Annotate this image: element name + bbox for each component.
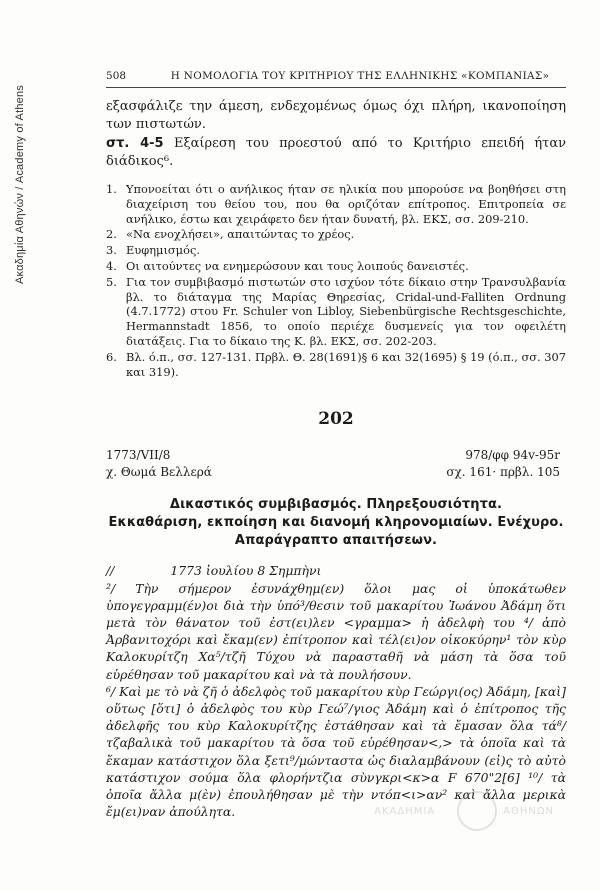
watermark-left-text: ΑΚΑΔΗΜΙΑ [374, 805, 436, 817]
document-metadata [106, 447, 566, 481]
running-header [106, 70, 566, 88]
footnote [106, 227, 566, 242]
page-number: 508 [106, 70, 127, 82]
footnote-number: 1. [106, 182, 117, 196]
metadata-left [106, 447, 212, 481]
footnote-text: Υπονοείται ότι ο ανήλικος ήταν σε ηλικία που μπορούσε να βοηθήσει στη διαχείριση του θείου του, που θα οριζόταν επίτροπος. Επιτροπεία σε ανήλικο, έστω και χειράφετο δεν ήταν δυνατή, βλ. ΕΚΣ, σσ. 209-210. [126, 182, 566, 226]
document-transcription [106, 562, 566, 820]
document-date: 1773/VII/8 [106, 448, 171, 463]
footnote-text: «Να ενοχλήσει», απαιτώντας το χρέος. [126, 227, 355, 242]
line-marker: // [106, 563, 115, 579]
footnote [106, 259, 566, 274]
footnote-text: Οι αιτούντες να ενημερώσουν και τους λοιπούς δανειστές. [126, 258, 469, 273]
transcription-paragraph: ²/ Τὴν σήμερον ἐσυνάχθημ(εν) ὅλοι μας οἱ ὑποκάτωθεν ὑπογεγραμμ(έν)οι διὰ τὴν ὑπό³/θεσιν τοῦ μακαρίτου Ἰωάνου Ἀδάμη ὅτι μετὰ τὸν θάνατον τοῦ ἐστ(ει)λεν <γραμμα> ἡ ἀδελφὴ του ⁴/ ἀπὸ Ἀρβανιτοχόρι καὶ ἔκαμ(εν) ἐπίτροπον καὶ τέλ(ει)ον οἰκοκύρην¹ τὸν κὺρ Καλοκυρίτζη Χα⁵/τζῆ Τύχου νὰ παρασταθῆ νὰ μάση τὰ ὅσα τοῦ εὑρέθησαν τοῦ μακαρίτου καὶ νὰ τὰ πουλήσουν. [106, 580, 566, 682]
document-scribe: χ. Θωμά Βελλερά [106, 465, 212, 480]
summary-line: Εκκαθάριση, εκποίηση και διανομή κληρονομιαίων. Ενέχυρο. [108, 515, 564, 531]
footnote [106, 182, 566, 226]
document-number: 202 [318, 409, 354, 430]
running-title: Η ΝΟΜΟΛΟΓΙΑ ΤΟΥ ΚΡΙΤΗΡΙΟΥ ΤΗΣ ΕΛΛΗΝΙΚΗΣ «ΚΟΜΠΑΝΙΑΣ» [170, 70, 550, 82]
footnote [106, 275, 566, 349]
footnote [106, 243, 566, 258]
transcription-paragraph: ⁶/ Καὶ με τὸ νὰ ζῆ ὁ ἀδελφὸς τοῦ μακαρίτου κὺρ Γεώργι(ος) Ἀδάμη, [καὶ] οὕτως [ὅτι] ὁ ἀδελφὸς του κὺρ Γεώ⁷/γιος Ἀδάμη καὶ ὁ ἐπίτροπος τῆς ἀδελφῆς του κὺρ Καλοκυρίτζης ἐστάθησαν καὶ τὰ ἔμασαν ὅλα τά⁸/ τζαβαλικὰ τοῦ μακαρίτου τὰ ὅσα τοῦ εὑρέθησαν<,> τὰ ὁποῖα καὶ τὰ ἔκαμαν κατάστιχον ὅλα ξετι⁹/μώνταστα ὡς διαλαμβάνουν (εἰ)ς τὸ αὐτὸ κατάστιχον σούμα ὅλα φλορήντζια σὺνγκρι<κ>α F 670"2[6] ¹⁰/ τὰ ὁποῖα ἄλλα μ(ὲν) ἐπουλήθησαν μὲ τὴν ντόπ<ι>αν² καὶ ἄλλα μερικὰ ἔμ(ει)ναν ἀπούλητα. [106, 683, 566, 820]
metadata-right [446, 447, 566, 481]
document-folios: 978/φφ 94v-95r [465, 448, 560, 463]
footnote-text: Ευφημισμός. [126, 243, 200, 258]
section-label: στ. 4-5 [106, 136, 164, 151]
document-references: σχ. 161· πρβλ. 105 [446, 465, 560, 480]
watermark-right-text: ΑΘΗΝΩΝ [503, 805, 554, 817]
footnote-text: Για τον συμβιβασμό πιστωτών στο ισχύον τότε δίκαιο στην Τρανσυλβανία βλ. το διάταγμα της Μαρίας Θηρεσίας, Cridal-und-Falliten Ordnung (4.7.1772) στου Fr. Schuler von Libloy, Siebenbürgische Rechtsgeschichte, Hermannstadt 1856, το οποίο περιέχε δυσμενείς για τον οφειλέτη διατάξεις. Για το δίκαιο της Κ. βλ. ΕΚΣ, σσ. 202-203. [126, 274, 566, 348]
footnotes [106, 182, 566, 379]
section-commentary [106, 135, 566, 170]
footnote-number: 4. [106, 258, 117, 273]
footnote-number: 5. [106, 274, 117, 289]
intro-paragraph: εξασφάλιζε την άμεση, ενδεχομένως όμως όχι πλήρη, ικανοποίηση των πιστωτών. [106, 99, 566, 132]
summary-line: Δικαστικός συμβιβασμός. Πληρεξουσιότητα. [169, 497, 503, 513]
footnote-number: 6. [106, 349, 117, 364]
summary-line: Απαράγραπτο απαιτήσεων. [234, 533, 438, 549]
archive-watermark: Ακαδημία Αθηνών / Academy of Athens [14, 84, 26, 284]
footnote-text: Βλ. ό.π., σσ. 127-131. Πρβλ. Θ. 28(1691)§ 6 και 32(1695) § 19 (ό.π., σσ. 307 και 319). [126, 349, 566, 379]
section-text: Εξαίρεση του προεστού από το Κριτήριο επειδή ήταν διάδικος⁶. [106, 136, 566, 169]
footnote [106, 350, 566, 380]
dateline-text: 1773 ἰουλίου 8 Σημπὴνι [170, 563, 322, 579]
page-content [106, 70, 566, 820]
document-summary [106, 496, 566, 550]
transcription-dateline [106, 562, 566, 579]
footnote-number: 2. [106, 227, 117, 242]
footnote-number: 3. [106, 243, 117, 258]
